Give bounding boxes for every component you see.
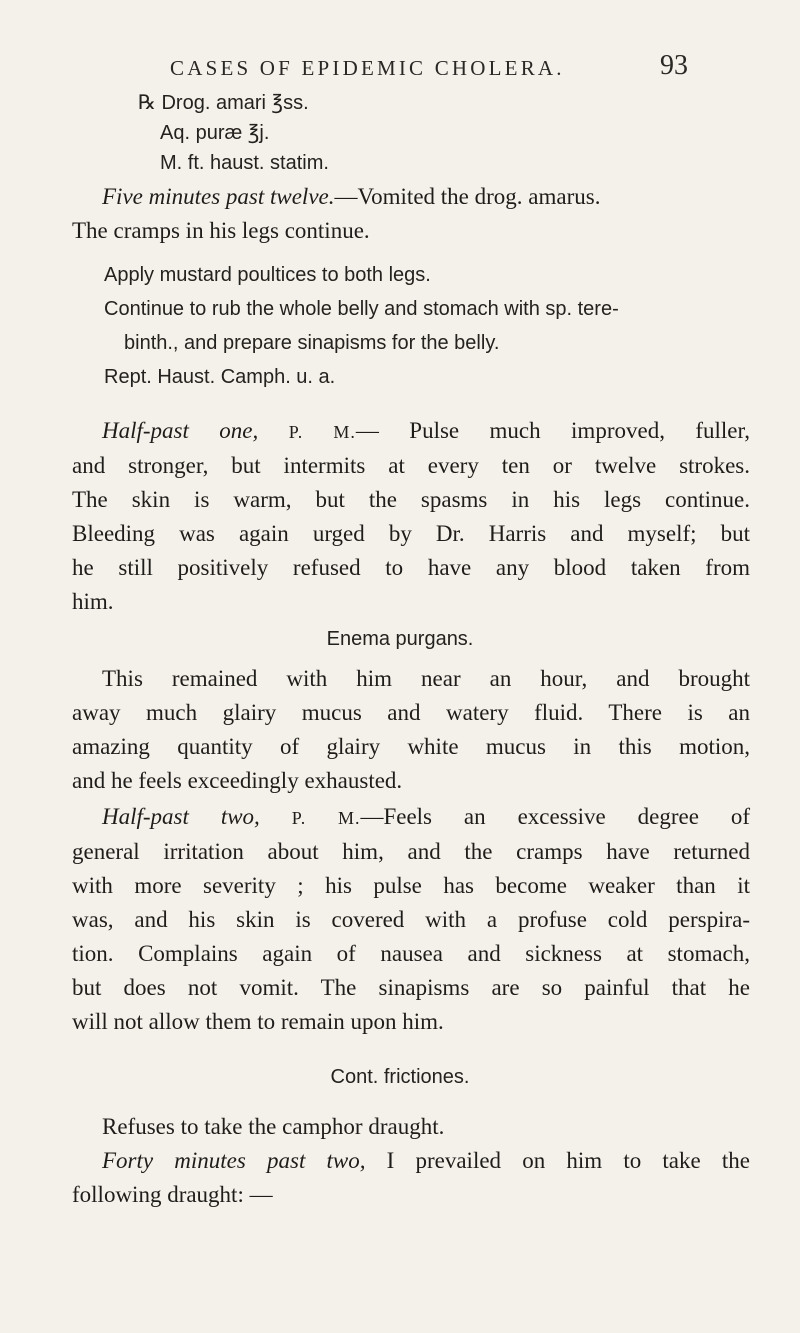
paragraph-line: was, and his skin is covered with a profuse cold perspira- xyxy=(72,907,750,932)
paragraph-text: — Pulse much improved, fuller, xyxy=(355,418,750,443)
paragraph-line: will not allow them to remain upon him. xyxy=(72,1009,444,1034)
paragraph-line: following draught: — xyxy=(72,1182,273,1207)
paragraph-line xyxy=(72,800,750,835)
prescription-mustard-poultices xyxy=(104,258,619,394)
paragraph-line: The skin is warm, but the spasms in his legs continue. xyxy=(72,487,750,512)
prescription-line: Cont. frictiones. xyxy=(330,1066,470,1088)
page-number: 93 xyxy=(660,50,688,81)
paragraph-line xyxy=(72,414,750,449)
prescription-line: binth., and prepare sinapisms for the belly. xyxy=(124,332,500,354)
paragraph-half-past-two xyxy=(72,800,750,1039)
paragraph-line: with more severity ; his pulse has become weaker than it xyxy=(72,873,750,898)
paragraph-forty-minutes-past-two xyxy=(72,1144,750,1212)
prescription-line: Enema purgans. xyxy=(326,628,474,650)
paragraph-line: away much glairy mucus and watery fluid. There is an xyxy=(72,700,750,725)
running-title: CASES OF EPIDEMIC CHOLERA. xyxy=(170,56,565,80)
paragraph-line: The cramps in his legs continue. xyxy=(72,218,370,243)
prescription-frictiones xyxy=(0,1066,800,1089)
prescription-enema xyxy=(0,628,800,651)
paragraph-line: amazing quantity of glairy white mucus in this motion, xyxy=(72,734,750,759)
prescription-line: ℞ Drog. amari ℥ss. xyxy=(138,92,309,114)
paragraph-refuses-camphor xyxy=(72,1110,750,1144)
prescription-line: Continue to rub the whole belly and stomach with sp. tere- xyxy=(104,298,619,320)
time-heading: Half-past one, xyxy=(102,418,259,443)
paragraph-line xyxy=(72,180,750,214)
prescription-line: Aq. puræ ℥j. xyxy=(160,122,270,144)
paragraph-text: I prevailed on him to take the xyxy=(365,1148,750,1173)
pm-label: P. M. xyxy=(288,422,356,442)
paragraph-line xyxy=(72,1144,750,1178)
paragraph-line: he still positively refused to have any blood taken from xyxy=(72,555,750,580)
paragraph-line: tion. Complains again of nausea and sickness at stomach, xyxy=(72,941,750,966)
running-head xyxy=(0,48,800,88)
time-heading: Forty minutes past two, xyxy=(102,1148,366,1173)
paragraph-line: but does not vomit. The sinapisms are so painful that he xyxy=(72,975,750,1000)
paragraph-half-past-one xyxy=(72,414,750,619)
paragraph-five-minutes-past-twelve xyxy=(72,180,750,248)
paragraph-text: —Feels an excessive degree of xyxy=(360,804,751,829)
paragraph-text: —Vomited the drog. amarus. xyxy=(334,184,601,209)
time-heading: Five minutes past twelve. xyxy=(102,184,335,209)
pm-label: P. M. xyxy=(291,808,361,828)
paragraph-line: general irritation about him, and the cramps have returned xyxy=(72,839,750,864)
paragraph-line: him. xyxy=(72,589,114,614)
paragraph-line: and he feels exceedingly exhausted. xyxy=(72,768,403,793)
prescription-line: M. ft. haust. statim. xyxy=(160,152,329,174)
prescription-line: Rept. Haust. Camph. u. a. xyxy=(104,366,336,388)
paragraph-line: Bleeding was again urged by Dr. Harris and myself; but xyxy=(72,521,750,546)
prescription-line: Apply mustard poultices to both legs. xyxy=(104,264,431,286)
prescription-drog-amari xyxy=(138,88,329,178)
paragraph-line: This remained with him near an hour, and brought xyxy=(102,666,750,691)
paragraph-line: and stronger, but intermits at every ten or twelve strokes. xyxy=(72,453,750,478)
paragraph-line: Refuses to take the camphor draught. xyxy=(102,1114,445,1139)
paragraph-enema-result xyxy=(72,662,750,798)
time-heading: Half-past two, xyxy=(102,804,260,829)
